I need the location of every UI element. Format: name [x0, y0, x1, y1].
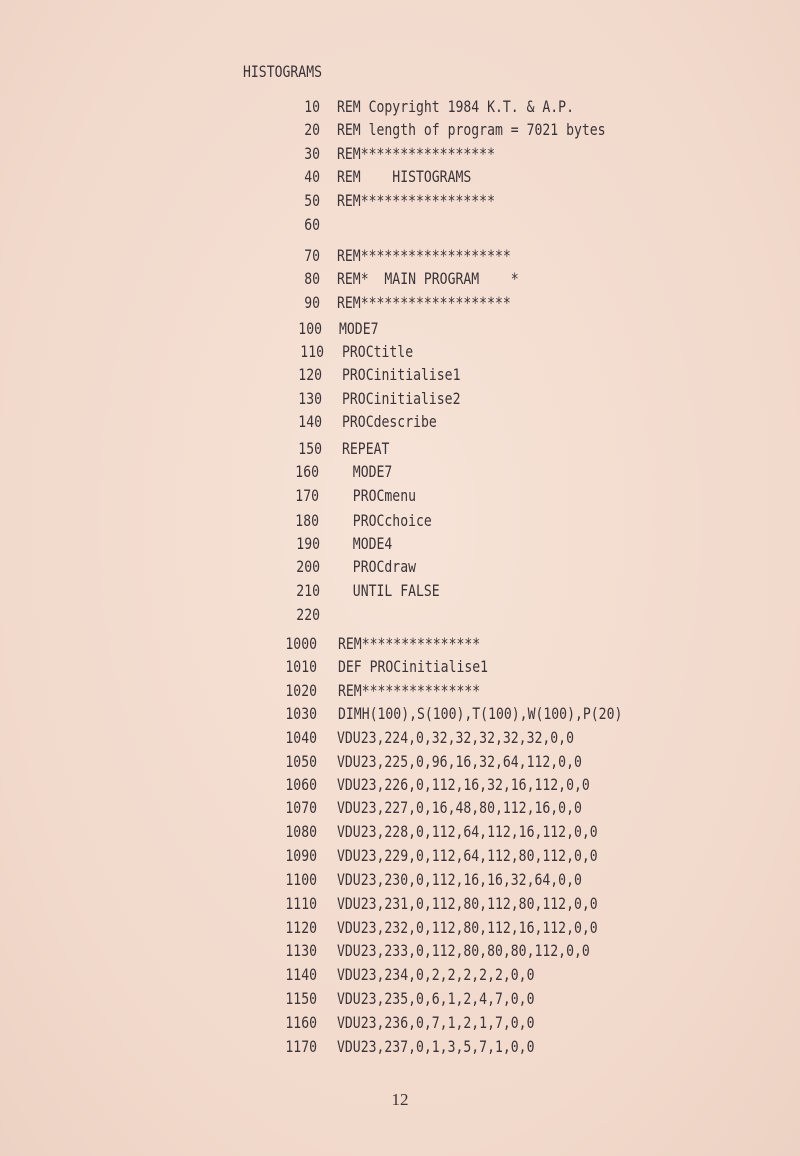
line-number: 200 — [296, 557, 320, 576]
line-code: VDU23,234,0,2,2,2,2,2,0,0 — [337, 965, 535, 984]
line-number: 100 — [298, 319, 322, 338]
line-number: 1060 — [285, 775, 317, 794]
line-number: 1160 — [285, 1013, 317, 1032]
line-code: VDU23,230,0,112,16,16,32,64,0,0 — [337, 870, 582, 889]
line-number: 1070 — [285, 798, 317, 817]
line-number: 1130 — [285, 941, 317, 960]
line-number: 60 — [304, 215, 320, 234]
line-number: 170 — [295, 486, 319, 505]
line-code: REM HISTOGRAMS — [337, 167, 472, 186]
line-code: UNTIL FALSE — [337, 581, 440, 600]
line-number: 1050 — [285, 752, 317, 771]
line-number: 1100 — [285, 870, 317, 889]
line-number: 130 — [298, 389, 322, 408]
line-number: 80 — [304, 269, 320, 288]
page-number: 12 — [391, 1090, 409, 1109]
line-code: VDU23,237,0,1,3,5,7,1,0,0 — [337, 1037, 535, 1056]
line-number: 1110 — [285, 894, 317, 913]
line-number: 160 — [295, 462, 319, 481]
line-number: 1140 — [285, 965, 317, 984]
line-code: REM length of program = 7021 bytes — [337, 120, 606, 139]
line-number: 220 — [296, 605, 320, 624]
line-number: 140 — [298, 412, 322, 431]
line-number: 1150 — [285, 989, 317, 1008]
line-code: REM***************** — [337, 144, 495, 163]
line-number: 30 — [304, 144, 320, 163]
line-code: VDU23,231,0,112,80,112,80,112,0,0 — [337, 894, 598, 913]
line-code: PROCtitle — [342, 342, 414, 361]
line-code: REM******************* — [337, 246, 511, 265]
line-code: VDU23,229,0,112,64,112,80,112,0,0 — [337, 846, 598, 865]
line-number: 120 — [298, 365, 322, 384]
line-code: VDU23,235,0,6,1,2,4,7,0,0 — [337, 989, 535, 1008]
line-number: 1030 — [285, 704, 317, 723]
line-code: DEF PROCinitialise1 — [338, 657, 489, 676]
line-number: 1090 — [285, 846, 317, 865]
line-code: PROCdescribe — [342, 412, 437, 431]
line-code: VDU23,236,0,7,1,2,1,7,0,0 — [337, 1013, 535, 1032]
line-code: MODE4 — [337, 534, 393, 553]
line-number: 180 — [295, 511, 319, 530]
line-number: 40 — [304, 167, 320, 186]
line-number: 90 — [304, 293, 320, 312]
line-number: 10 — [304, 97, 320, 116]
line-number: 150 — [298, 439, 322, 458]
listing-title: HISTOGRAMS — [243, 62, 322, 81]
line-number: 110 — [300, 342, 324, 361]
line-number: 1170 — [285, 1037, 317, 1056]
line-code: PROCchoice — [337, 511, 432, 530]
line-code: PROCinitialise1 — [342, 365, 461, 384]
line-number: 20 — [304, 120, 320, 139]
line-code: VDU23,226,0,112,16,32,16,112,0,0 — [337, 775, 590, 794]
line-code: REM* MAIN PROGRAM * — [337, 269, 519, 288]
line-code: VDU23,224,0,32,32,32,32,32,0,0 — [337, 728, 574, 747]
line-code: MODE7 — [339, 319, 379, 338]
line-code: VDU23,232,0,112,80,112,16,112,0,0 — [337, 918, 598, 937]
line-number: 50 — [304, 191, 320, 210]
line-code: MODE7 — [337, 462, 393, 481]
line-code: PROCinitialise2 — [342, 389, 461, 408]
line-number: 1010 — [285, 657, 317, 676]
line-number: 190 — [296, 534, 320, 553]
line-code: PROCmenu — [337, 486, 416, 505]
line-number: 1020 — [285, 681, 317, 700]
line-number: 1000 — [285, 634, 317, 653]
line-code: REM******************* — [337, 293, 511, 312]
line-code: VDU23,228,0,112,64,112,16,112,0,0 — [337, 822, 598, 841]
line-code: VDU23,225,0,96,16,32,64,112,0,0 — [337, 752, 582, 771]
line-number: 1080 — [285, 822, 317, 841]
line-number: 1120 — [285, 918, 317, 937]
line-code: REM*************** — [338, 634, 481, 653]
line-number: 70 — [304, 246, 320, 265]
line-code: REM***************** — [337, 191, 495, 210]
line-code: VDU23,227,0,16,48,80,112,16,0,0 — [337, 798, 582, 817]
line-number: 1040 — [285, 728, 317, 747]
line-code: REM Copyright 1984 K.T. & A.P. — [337, 97, 574, 116]
line-code: REM*************** — [338, 681, 481, 700]
line-code: DIMH(100),S(100),T(100),W(100),P(20) — [338, 704, 623, 723]
line-code: REPEAT — [342, 439, 390, 458]
line-code: PROCdraw — [337, 557, 416, 576]
line-number: 210 — [296, 581, 320, 600]
line-code: VDU23,233,0,112,80,80,80,112,0,0 — [337, 941, 590, 960]
